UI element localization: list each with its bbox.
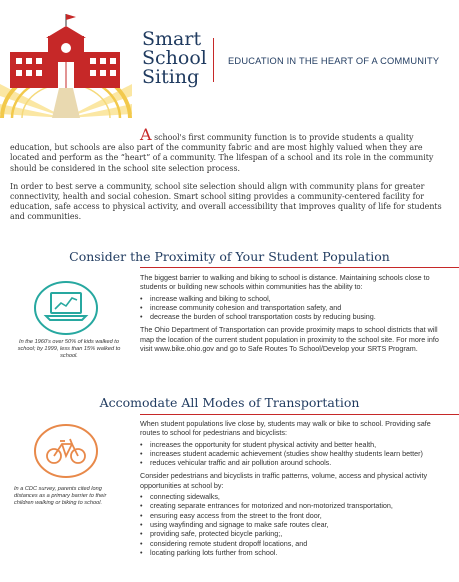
tagline: EDUCATION IN THE HEART OF A COMMUNITY (228, 56, 440, 66)
section-2-bullets-2 (140, 492, 452, 557)
brand-line-3: Siting (142, 66, 200, 88)
section-2-title: Accomodate All Modes of Transportation (99, 395, 360, 410)
header (0, 0, 459, 118)
intro-paragraph-1-text: school's first community function is to provide students a quality education, but schools are also part of the community fabric and are most highly valued when they are located and perform as the “heart” of a community. The lifespan of a school and its role in the community should be considered in the school site selection process. (10, 133, 434, 173)
intro-paragraph-2: In order to best serve a community, school site selection should align with community plans for greater connectivity, health and social cohesion. Smart school siting provides a community-centered facility for education, safe access to physical activity, and overall accessibility that improves quality of life for students and communities. (10, 181, 442, 222)
list-item: • connecting sidewalks, (140, 492, 452, 501)
section-2-paragraph-2: Consider pedestrians and bicyclists in traffic patterns, volume, access and physical activity opportunities at school by: (140, 471, 428, 490)
brand-divider (213, 38, 214, 82)
brand-line-1: Smart (142, 28, 202, 50)
section-1-paragraph-1: The biggest barrier to walking and biking to school is distance. Maintaining schools close to students or building new schools within communities has the ability to: (140, 273, 430, 292)
list-item: • locating parking lots further from school. (140, 548, 452, 557)
section-2-rule (140, 414, 459, 415)
list-item: • creating separate entrances for motorized and non-motorized transportation, (140, 501, 452, 510)
section-2-body (140, 419, 452, 561)
section-1-body (140, 273, 452, 355)
section-1-paragraph-2: The Ohio Department of Transportation can provide proximity maps to school districts that will map the location of the current student population in proximity to the school site. For more info visit www.bike.ohio.gov and go to Safe Routes To School/Develop your SRTS Program. (140, 325, 439, 354)
brand-wordmark (142, 30, 207, 87)
school-building-logo (0, 14, 132, 118)
laptop-chart-icon (34, 281, 98, 335)
list-item: • providing safe, protected bicycle parking;, (140, 529, 452, 538)
list-item: • considering remote student dropoff locations, and (140, 539, 452, 548)
list-item: • ensuring easy access from the street to the front door, (140, 511, 452, 520)
section-1-title: Consider the Proximity of Your Student Population (69, 249, 390, 264)
list-item: • increases student academic achievement (studies show healthy students learn better) (140, 449, 452, 458)
list-item: • increase community cohesion and transportation safety, and (140, 303, 452, 312)
intro-paragraph-1 (10, 125, 450, 174)
intro (10, 125, 450, 231)
section-1-rule (140, 267, 459, 268)
list-item: • decrease the burden of school transportation costs by reducing busing. (140, 312, 452, 321)
brand-line-2: School (142, 47, 207, 69)
list-item: • increase walking and biking to school, (140, 294, 452, 303)
section-2-caption: In a CDC survey, parents cited long distances as a primary barrier to their children walking or biking to school. (14, 486, 107, 506)
section-1-bullets (140, 294, 452, 322)
section-2-paragraph-1: When student populations live close by, students may walk or bike to school. Providing safe routes to school for pedestrians and bicyclists: (140, 419, 431, 438)
list-item: • increases the opportunity for student physical activity and better health, (140, 440, 452, 449)
list-item: • reduces vehicular traffic and air pollution around schools. (140, 458, 452, 467)
list-item: • using wayfinding and signage to make safe routes clear, (140, 520, 452, 529)
section-2-bullets-1 (140, 440, 452, 468)
section-1-caption: In the 1960's over 50% of kids walked to school; by 1999, less than 15% walked to school. (17, 339, 121, 359)
drop-cap: A (140, 125, 152, 144)
bicycle-icon (34, 424, 98, 478)
